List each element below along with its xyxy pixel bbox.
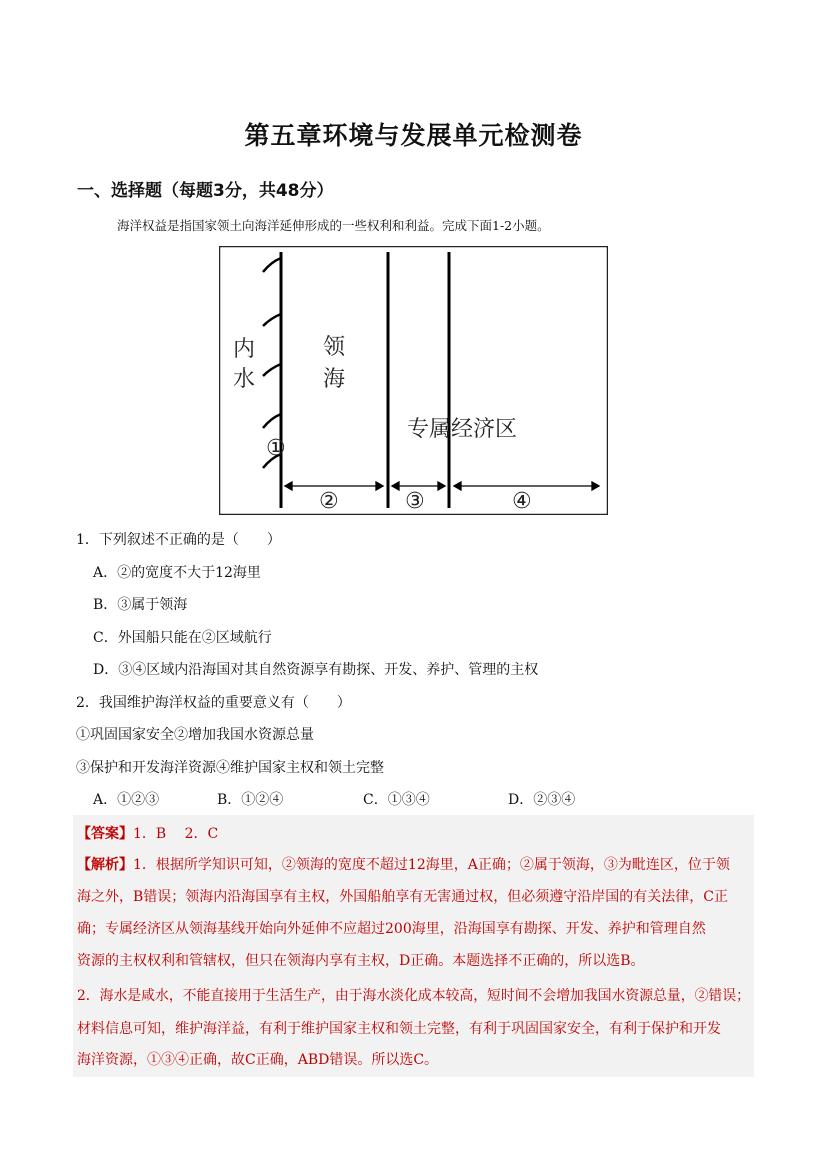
question-2-option-c[interactable]: C．①③④	[363, 792, 430, 808]
section-heading: 一、选择题（每题3分，共48分）	[77, 181, 334, 201]
question-2-statement-2: ③保护和开发海洋资源④维护国家主权和领土完整	[76, 760, 384, 776]
question-intro: 海洋权益是指国家领土向海洋延伸形成的一些权利和利益。完成下面1-2小题。	[117, 218, 550, 233]
answer-label: 【答案】	[77, 826, 133, 842]
answer-panel	[73, 815, 754, 1077]
label-inner-water-2: 水	[233, 366, 256, 391]
question-1-option-c[interactable]: C．外国船只能在②区域航行	[93, 630, 272, 646]
question-2-option-b[interactable]: B．①②④	[217, 792, 284, 808]
label-inner-water-1: 内	[233, 336, 256, 361]
marker-4: ④	[512, 489, 532, 514]
question-2-stem: 2．我国维护海洋权益的重要意义有（ ）	[76, 695, 351, 711]
analysis-line-3: 确；专属经济区从领海基线开始向外延伸不应超过200海里，沿海国享有勘探、开发、养护和管理自然	[77, 921, 706, 937]
label-eez: 专属经济区	[407, 416, 518, 441]
marker-1: ①	[266, 436, 286, 461]
question-2-option-a[interactable]: A．①②③	[93, 792, 160, 808]
analysis-line-7: 海洋资源，①③④正确，故C正确，ABD错误。所以选C。	[77, 1052, 439, 1068]
answer-text: 1．B 2．C	[133, 826, 219, 842]
analysis-line-6: 材料信息可知，维护海洋益，有利于维护国家主权和领土完整，有利于巩固国家安全，有利于保护和开发	[77, 1021, 721, 1037]
answer-line	[77, 823, 218, 843]
question-1-stem: 1．下列叙述不正确的是（ ）	[76, 532, 281, 548]
analysis-line-1: 【解析】1．根据所学知识可知，②领海的宽度不超过12海里，A正确；②属于领海，③为毗连区，位于领	[77, 857, 730, 873]
label-territorial-sea-2: 海	[323, 366, 346, 391]
question-1-option-a[interactable]: A．②的宽度不大于12海里	[93, 565, 261, 581]
label-territorial-sea-1: 领	[323, 334, 346, 359]
question-2-statement-1: ①巩固国家安全②增加我国水资源总量	[76, 727, 314, 743]
maritime-zones-diagram	[219, 246, 608, 515]
question-1-option-b[interactable]: B．③属于领海	[93, 597, 188, 613]
question-1-option-d[interactable]: D．③④区域内沿海国对其自然资源享有勘探、开发、养护、管理的主权	[93, 662, 539, 678]
marker-3: ③	[405, 489, 425, 514]
analysis-label: 【解析】	[77, 857, 133, 873]
analysis-line-5: 2．海水是咸水，不能直接用于生活生产，由于海水淡化成本较高，短时间不会增加我国水资源总量，②错误；	[77, 988, 750, 1004]
page-title: 第五章环境与发展单元检测卷	[244, 121, 583, 150]
analysis-line-4: 资源的主权权利和管辖权，但只在领海内享有主权，D正确。本题选择不正确的，所以选B。	[77, 953, 645, 969]
analysis-line-2: 海之外，B错误；领海内沿海国享有主权，外国船舶享有无害通过权，但必须遵守沿岸国的有关法律，C正	[77, 889, 728, 905]
question-2-option-d[interactable]: D．②③④	[508, 792, 576, 808]
marker-2: ②	[319, 489, 339, 514]
question-2-options	[93, 789, 653, 809]
